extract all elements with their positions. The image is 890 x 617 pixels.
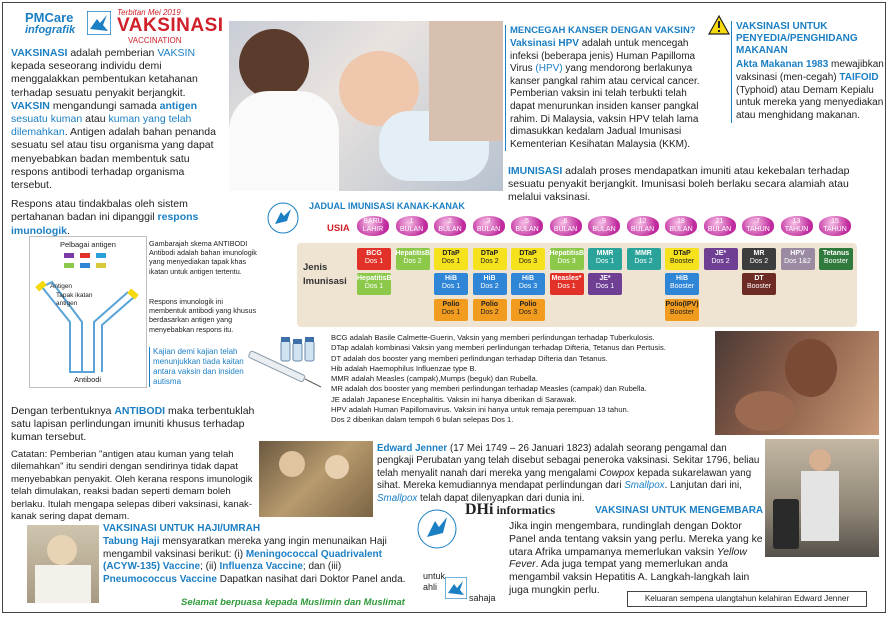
vaccine-box xyxy=(434,273,468,295)
vaccine-name: BCG xyxy=(366,250,382,257)
vaccine-box xyxy=(473,248,507,270)
label-antigen: Antigen xyxy=(50,283,73,290)
vaccine-dose: Dos 1 xyxy=(441,258,461,265)
vaccine-name: MMR xyxy=(635,250,652,257)
edition-text: Terbitan Mei 2019 xyxy=(117,8,181,17)
vaccine-name: MR xyxy=(753,250,765,257)
vaccine-box xyxy=(588,248,622,270)
diagram-desc-2: Respons imunologik ini membentuk antibodi yang khusus berdasarkan antigen yang menyebabkan respons itu. xyxy=(149,297,257,334)
vaccine-box xyxy=(588,273,622,295)
age-pill-number: 12 xyxy=(638,218,647,225)
note-0: BCG adalah Basile Calmette-Guerin, Vaksin yang memberi perlindungan terhadap Tuberkulosis. xyxy=(331,333,655,342)
age-pill-unit: TAHUN xyxy=(784,226,809,233)
haji-photo xyxy=(27,525,99,603)
vaccine-dose: Booster xyxy=(669,283,695,290)
note-8: Dos 2 diberikan dalam tempoh 6 bulan selepas Dos 1. xyxy=(331,415,514,425)
age-pill-number: 1 xyxy=(409,218,414,225)
vaccine-name: Tetanus xyxy=(822,250,850,257)
brand-pmcare: PMCare xyxy=(25,10,74,25)
antibody-diagram xyxy=(29,236,147,388)
note-5: MR adalah dos booster yang memberi perlindungan terhadap Measles (campak) dan Rubella. xyxy=(331,384,647,394)
vaccine-box xyxy=(357,248,391,270)
age-pill xyxy=(588,216,620,236)
intro-text: VAKSINASI adalah pemberian VAKSIN kepada seseorang individu demi menggalakkan pembentukan ketahanan terhadap sesuatu penyakit berjangkit. VAKSIN mengandungi samada antigen sesuatu kuman atau kuman yang telah dilemahkan. Antigen adalah bahan penanda sesuatu sel atau tisu organisma yang dapat menyebabkan badan membentuk satu respons antibodi terhadap organisma tersebut. Respons atau tindakbalas oleh sistem pertahanan badan ini dipanggil respons imunologik. xyxy=(11,47,216,237)
vaccine-box xyxy=(473,273,507,295)
food-section: VAKSINASI UNTUK PENYEDIA/PENGHIDANG MAKANAN Akta Makanan 1983 mewajibkan vaksinasi (men-cegah) TAIFOID (Typhoid) atau Demam Kepialu untuk mereka yang menyediakan atau menghidang makanan. xyxy=(731,21,884,123)
age-pill-number: 9 xyxy=(602,218,606,225)
antibody-shape xyxy=(30,237,146,387)
brand-infografik: infografik xyxy=(25,24,76,36)
vaccine-dose: Dos 3 xyxy=(557,258,576,265)
vaccine-dose: Dos 1 xyxy=(595,258,615,265)
age-pill-number: 5 xyxy=(525,218,529,225)
warning-icon xyxy=(708,15,730,35)
label-antibody: Antibodi xyxy=(74,375,102,384)
vaccine-name: MMR xyxy=(596,250,614,257)
vaccine-name: DTaP xyxy=(673,250,691,257)
vaccine-box xyxy=(396,248,430,270)
vaccine-name: HepatitisB xyxy=(549,250,585,257)
note-3: Hib adalah Haemophilus Influenzae type B. xyxy=(331,363,477,373)
release-note: Keluaran sempena ulangtahun kelahiran Edward Jenner xyxy=(627,591,867,607)
age-pill-number: 6 xyxy=(563,218,568,225)
dove-logo-icon xyxy=(87,11,111,35)
vaccine-dose: Dos 3 xyxy=(518,309,538,316)
note-7: HPV adalah Human Papillomavirus. Vaksin ini hanya untuk remaja perempuan 13 tahun. xyxy=(331,405,629,415)
vaccine-name: JE* xyxy=(714,250,727,257)
note-6: JE adalah Japanese Encephalitis. Vaksin ini hanya diberikan di Sarawak. xyxy=(331,394,577,404)
age-pill-unit: LAHIR xyxy=(362,226,384,233)
catatan-note: Catatan: Pemberian "antigen atau kuman yang telah dilemahkan" itu sendiri dengan sendirinya tidak dapat menyebabkan penyakit. Oleh kerana respons imunologik telah dimulakan, reaksi badan seperti demam boleh berlaku. Itulah mengapa selepas diberi vaksinasi, kanak-kanak sering dapat demam. xyxy=(11,449,253,523)
haji-text: Tabung Haji mensyaratkan mereka yang ingin menunaikan Haji mengambil vaksinasi berikut: (i) Meningococcal Quadrivalent (ACYW-135) Vaccine; (ii) Influenza Vaccine; dan (iii) Pneumococcus Vaccine Dapatkan nasihat dari Doktor Panel anda. xyxy=(103,536,406,585)
vaccine-box xyxy=(704,248,738,270)
diagram-desc-1: Gambarajah skema ANTIBODI Antibodi adalah bahan imunologik yang menyediakan tapak khas ikatan untuk antigen tertentu. xyxy=(149,239,257,276)
vaccine-name: Measles* xyxy=(551,275,582,282)
vaccine-box xyxy=(434,299,468,321)
vaccine-dose: Dos 1 xyxy=(557,283,576,290)
vaccine-dose: Dos 1 xyxy=(364,258,384,265)
age-pill-number: 13 xyxy=(792,218,801,225)
age-pill xyxy=(627,216,659,236)
jenner-painting xyxy=(259,441,373,517)
vaccine-dose: Dos 2 xyxy=(403,258,422,265)
vaccine-dose: Dos 1 xyxy=(441,309,461,316)
vaccine-dose: Dos 1 xyxy=(595,283,615,290)
vaccine-name: HiB xyxy=(444,275,458,282)
age-pill-unit: TAHUN xyxy=(746,226,770,233)
members-only: untuk ahli xyxy=(423,571,446,592)
age-pill-unit: BULAN xyxy=(399,226,424,233)
vaccine-name: DTaP xyxy=(480,250,499,257)
vaccine-dose: Dos 3 xyxy=(518,283,538,290)
age-pill-number: BARU xyxy=(363,218,383,225)
vaccine-box xyxy=(665,248,699,270)
age-pill xyxy=(473,216,505,236)
jenner-text: Edward Jenner (17 Mei 1749 – 26 Januari 1823) adalah seorang pengamal dan pengkaji Perubatan yang telah disebut sebagai peneroka vaksinasi. Sekitar 1796, beliau telah menyalit nanah dari mereka yang mengalami Cowpox kepada sukarelawan yang sihat. Mereka kemudiannya mendapat perlindungan dari Smallpox. Lanjutan dari ini, Smallpox telah dapat dilenyapkan dari dunia ini. xyxy=(377,443,760,504)
vaccine-box xyxy=(511,299,545,321)
vaccine-name: Polio xyxy=(442,301,460,308)
label-antigens: Pelbagai antigen xyxy=(60,240,116,249)
age-pill-number: 3 xyxy=(486,218,491,225)
vaccine-dose: Dos 1 xyxy=(441,283,461,290)
vaccine-dose: Dos 1&2 xyxy=(784,258,811,265)
schedule-title: JADUAL IMUNISASI KANAK-KANAK xyxy=(309,201,465,211)
doctor-baby-photo xyxy=(229,21,503,191)
age-pill xyxy=(665,216,697,236)
vaccine-name: HepatitisB xyxy=(395,250,431,257)
antibody-text: Dengan terbentuknya ANTIBODI maka terbentuklah satu lapisan perlindungan imuniti khusus terhadap kuman tersebut. xyxy=(11,405,255,444)
dhi-informatics: DHi informatics xyxy=(465,501,556,518)
vaccine-dose: Booster xyxy=(669,309,695,316)
vaccine-name: HPV xyxy=(790,250,805,257)
vaccine-dose: Dos 2 xyxy=(480,283,499,290)
vaccine-box xyxy=(473,299,507,321)
vaccine-name: DTaP xyxy=(519,250,537,257)
vaccine-dose: Booster xyxy=(823,258,849,265)
cancer-title: MENCEGAH KANSER DENGAN VAKSIN? xyxy=(510,25,696,36)
vaccine-box xyxy=(511,273,545,295)
cancer-section: MENCEGAH KANSER DENGAN VAKSIN? Vaksinasi HPV adalah untuk mencegah infeksi (beberapa jenis) Human Papilloma Virus (HPV) yang mendorong berlakunya kanser pangkal rahim atau cervical cancer. Pemberian vaksin ini telah terbukti telah dapat menurunkan insiden kanser pangkal rahim. Di Malaysia, vaksin HPV telah lama dimasukkan kedalam Jadual Imunisasi Kementerian Kesihatan Malaysia (KKM). xyxy=(505,25,710,151)
age-pill xyxy=(781,216,813,236)
vaccine-name: HiB xyxy=(521,275,535,282)
vaccine-dose: Booster xyxy=(669,258,695,265)
vaccine-box xyxy=(665,299,699,321)
vaccine-box xyxy=(742,273,776,295)
age-pill-unit: BULAN xyxy=(707,226,732,233)
age-pill-unit: BULAN xyxy=(630,226,655,233)
age-pill-unit: BULAN xyxy=(476,226,501,233)
vaccine-name: DT xyxy=(754,275,764,282)
age-pill xyxy=(742,216,774,236)
vaccine-box xyxy=(511,248,545,270)
greeting-text: Selamat berpuasa kepada Muslimin dan Muslimat xyxy=(181,597,405,608)
age-pill-unit: BULAN xyxy=(669,226,693,233)
traveller-photo xyxy=(765,439,879,557)
vaccine-dose: Dos 1 xyxy=(364,283,384,290)
infographic-frame xyxy=(2,2,886,613)
vaccine-name: JE* xyxy=(599,275,611,282)
label-binding: Tapak ikatan antigen xyxy=(56,292,93,307)
vaccine-box xyxy=(665,273,699,295)
age-pill xyxy=(434,216,466,236)
age-pill-number: 7 xyxy=(756,218,760,225)
dove-small-icon xyxy=(445,577,467,599)
age-pill-unit: TAHUN xyxy=(823,226,847,233)
vaccine-dose: Dos 2 xyxy=(749,258,769,265)
we-manage-health-stamp-icon xyxy=(415,507,459,551)
travel-title: VAKSINASI UNTUK MENGEMBARA xyxy=(595,505,764,516)
age-pill-unit: BULAN xyxy=(515,226,539,233)
age-pill xyxy=(357,216,389,236)
age-pill xyxy=(396,216,428,236)
vaccine-name: HiB xyxy=(675,275,689,282)
vaccine-box xyxy=(434,248,468,270)
travel-text: Jika ingin mengembara, rundinglah dengan Doktor Panel anda tentang vaksin yang perlu. Mereka yang ke utara Afrika umpamanya memerlukan vaksin Yellow Fever. Ada juga tempat yang memerlukan anda mengambil vaksin Hepatitis A. Langkah-langkah lain juga mungkin perlu. xyxy=(509,521,763,596)
age-pill xyxy=(511,216,543,236)
vaccine-dose: Dos 2 xyxy=(480,309,499,316)
vaccine-name: Polio(IPV) xyxy=(665,301,699,308)
vaccine-dose: Dos 2 xyxy=(634,258,653,265)
age-pill xyxy=(550,216,582,236)
vaccine-box xyxy=(819,248,853,270)
immunisation-definition: IMUNISASI adalah proses mendapatkan imuniti atau kekebalan terhadap sesuatu penyakit berjangkit. Imunisasi boleh berlaku secara alamiah atau melalui vaksinasi. xyxy=(508,165,850,203)
vaccine-box xyxy=(627,248,661,270)
note-1: DTap adalah kombinasi Vaksin yang memberi perlindungan terhadap Difteria, Tetanus dan Pertusis. xyxy=(331,343,666,353)
intro-term-vaksinasi: VAKSINASI xyxy=(11,47,68,59)
age-pill xyxy=(704,216,736,236)
age-pill-number: 21 xyxy=(715,218,724,225)
vaccine-name: HiB xyxy=(483,275,496,282)
vaccine-box xyxy=(550,248,584,270)
food-title: VAKSINASI UNTUK PENYEDIA/PENGHIDANG MAKANAN xyxy=(736,21,858,56)
vaccine-name: Polio xyxy=(480,301,499,308)
page-title: VAKSINASI xyxy=(117,15,224,36)
vaccine-dose: Dos 3 xyxy=(518,258,538,265)
vaccine-dose: Booster xyxy=(746,283,772,290)
header-brand xyxy=(25,11,75,36)
vaccine-vials-icon xyxy=(241,333,331,399)
haji-title: VAKSINASI UNTUK HAJI/UMRAH xyxy=(103,523,261,534)
age-pill-unit: BULAN xyxy=(592,226,616,233)
mother-child-photo xyxy=(715,331,879,435)
age-pill xyxy=(819,216,851,236)
vaccine-dose: Dos 2 xyxy=(480,258,499,265)
page-subtitle: VACCINATION xyxy=(128,36,182,45)
age-pill-number: 15 xyxy=(831,218,839,225)
age-pill-unit: BULAN xyxy=(553,226,578,233)
age-pill-unit: BULAN xyxy=(438,226,462,233)
schedule-notes xyxy=(331,333,711,426)
vaccine-box xyxy=(550,273,584,295)
stamp-icon xyxy=(265,200,301,236)
autism-note: Kajian demi kajian telah menunjukkan tiada kaitan antara vaksin dan insiden autisma xyxy=(149,347,245,387)
vaccine-box xyxy=(781,248,815,270)
note-2: DT adalah dos booster yang memberi perlindungan terhadap Difteria dan Tetanus. xyxy=(331,353,608,363)
vaccine-box xyxy=(357,273,391,295)
vaccine-name: DTaP xyxy=(442,250,460,257)
age-pill-number: 18 xyxy=(677,218,685,225)
members-only-sahaja: sahaja xyxy=(469,593,496,603)
vaccine-name: HepatitisB xyxy=(357,275,392,282)
age-label: USIA xyxy=(327,223,350,234)
note-4: MMR adalah Measles (campak),Mumps (beguk) dan Rubella. xyxy=(331,374,538,384)
age-pill-number: 2 xyxy=(448,218,452,225)
type-label: Jenis Imunisasi xyxy=(303,262,347,287)
vaccine-name: Polio xyxy=(519,301,537,308)
vaccine-dose: Dos 2 xyxy=(711,258,730,265)
vaccine-box xyxy=(742,248,776,270)
